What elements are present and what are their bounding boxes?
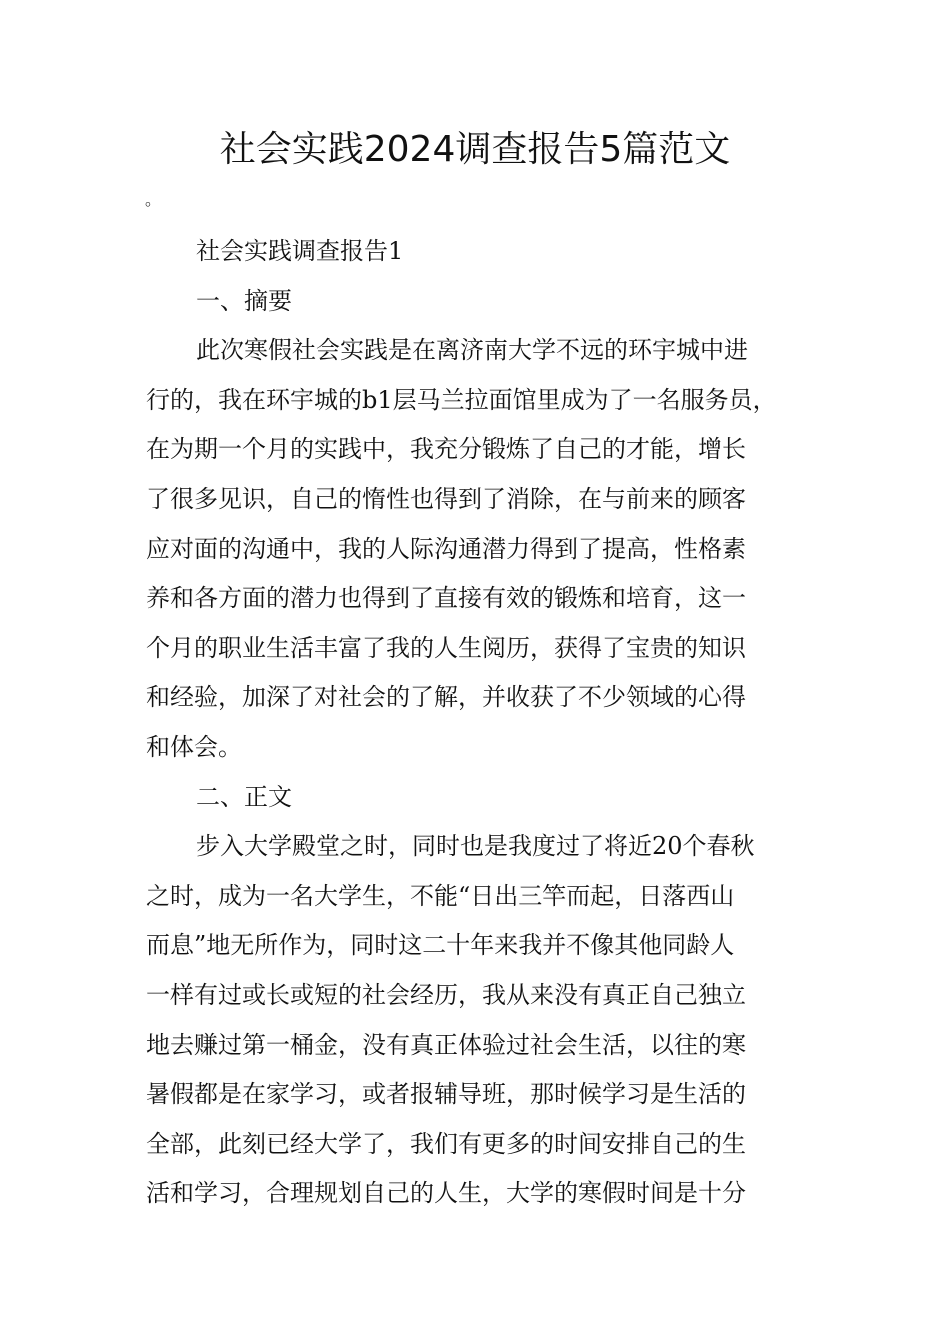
text-line: 了很多见识，自己的惰性也得到了消除，在与前来的顾客	[146, 484, 746, 513]
stray-punctuation: 。	[145, 190, 162, 209]
text-line: 一样有过或长或短的社会经历，我从来没有真正自己独立	[146, 980, 746, 1009]
text-line: 养和各方面的潜力也得到了直接有效的锻炼和培育，这一	[146, 584, 746, 613]
text-line: 社会实践调查报告1	[196, 237, 404, 265]
text-line: 地去赚过第一桶金，没有真正体验过社会生活，以往的寒	[146, 1030, 746, 1059]
text-line: 步入大学殿堂之时，同时也是我度过了将近20个春秋	[196, 832, 755, 861]
text-line: 而息”地无所作为，同时这二十年来我并不像其他同龄人	[146, 931, 735, 960]
document-body	[146, 227, 816, 1219]
text-line: 应对面的沟通中，我的人际沟通潜力得到了提高，性格素	[146, 534, 746, 563]
text-line: 和体会。	[146, 732, 242, 761]
text-line: 全部，此刻已经大学了，我们有更多的时间安排自己的生	[146, 1129, 746, 1158]
text-line: 和经验，加深了对社会的了解，并收获了不少领域的心得	[146, 683, 746, 712]
document-title: 社会实践2024调查报告5篇范文	[219, 129, 731, 170]
text-line: 在为期一个月的实践中，我充分锻炼了自己的才能，增长	[146, 435, 746, 464]
text-line: 之时，成为一名大学生，不能“日出三竿而起，日落西山	[146, 881, 735, 910]
text-line: 个月的职业生活丰富了我的人生阅历，获得了宝贵的知识	[146, 633, 746, 662]
text-line: 暑假都是在家学习，或者报辅导班，那时候学习是生活的	[146, 1080, 746, 1109]
text-line: 二、正文	[196, 782, 292, 811]
text-line: 活和学习，合理规划自己的人生，大学的寒假时间是十分	[146, 1179, 746, 1208]
text-line: 行的，我在环宇城的b1层马兰拉面馆里成为了一名服务员，	[146, 385, 777, 414]
text-line: 一、摘要	[196, 286, 292, 315]
text-line: 此次寒假社会实践是在离济南大学不远的环宇城中进	[196, 336, 748, 365]
